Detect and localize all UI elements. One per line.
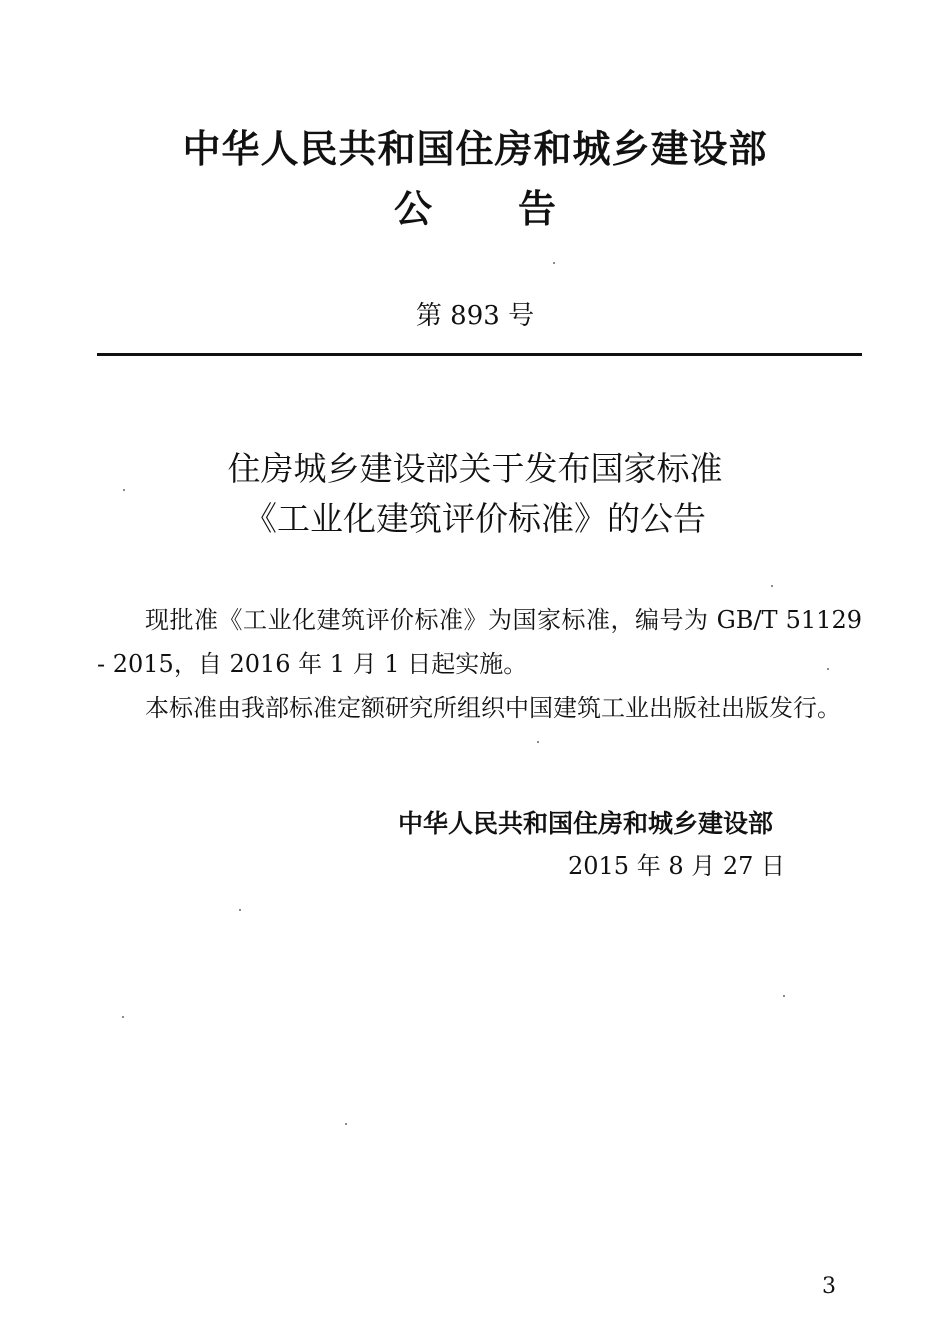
scan-speck	[122, 1016, 124, 1018]
signature-organization: 中华人民共和国住房和城乡建设部	[398, 809, 774, 838]
document-type-char-2: 告	[518, 187, 557, 231]
notice-title	[0, 444, 950, 544]
document-type-heading	[0, 182, 950, 236]
scan-speck	[553, 262, 555, 264]
notice-title-line-1: 住房城乡建设部关于发布国家标准	[227, 449, 723, 488]
scan-speck	[537, 741, 539, 743]
body-paragraph-2: 本标准由我部标准定额研究所组织中国建筑工业出版社出版发行。	[145, 694, 841, 722]
page-number: 3	[822, 1274, 836, 1299]
scan-speck	[771, 585, 773, 587]
scan-speck	[239, 909, 241, 911]
notice-body	[97, 598, 862, 730]
document-number: 第 893 号	[415, 301, 535, 331]
scan-speck	[827, 668, 829, 670]
notice-title-line-2: 《工业化建筑评价标准》的公告	[244, 499, 706, 538]
issuer-title: 中华人民共和国住房和城乡建设部	[182, 127, 768, 171]
signature-date: 2015 年 8 月 27 日	[568, 852, 786, 880]
scan-speck	[345, 1123, 347, 1125]
body-paragraph-1: 现批准《工业化建筑评价标准》为国家标准，编号为 GB/T 51129 - 2015，自 2016 年 1 月 1 日起实施。	[97, 606, 862, 678]
document-type-char-1: 公	[393, 187, 432, 231]
header-divider	[97, 353, 862, 356]
scan-speck	[123, 489, 125, 491]
scan-speck	[783, 995, 785, 997]
